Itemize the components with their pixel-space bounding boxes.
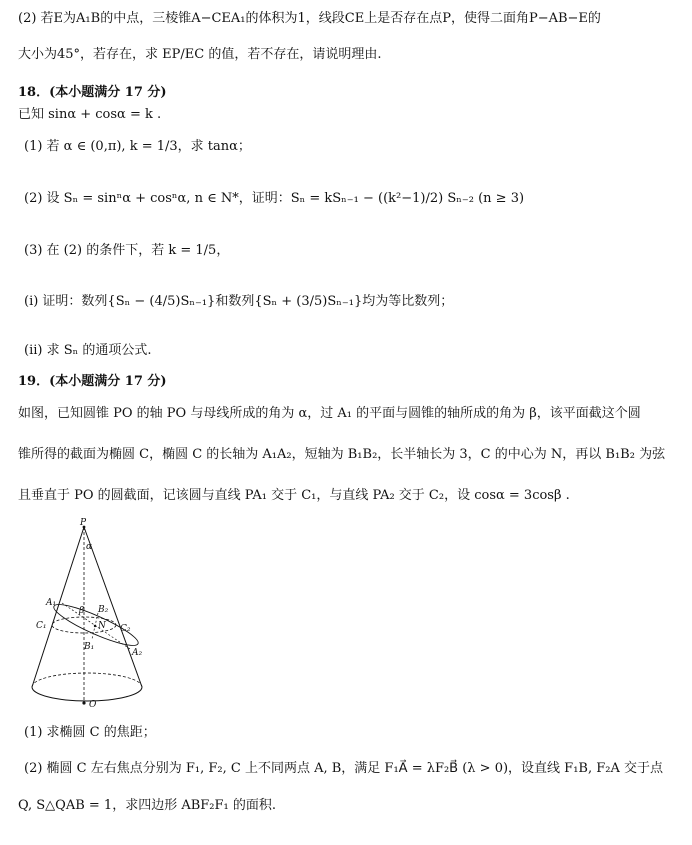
text-line-14: (1) 求椭圆 C 的焦距； [24, 725, 156, 740]
label-p: P [80, 518, 87, 528]
text-line-16: Q, S△QAB = 1，求四边形 ABF₂F₁ 的面积. [18, 798, 277, 813]
label-b1: B₁ [84, 642, 95, 652]
text-line-6: (2) 设 Sₙ = sinⁿα + cosⁿα, n ∈ N*，证明：Sₙ = kSₙ₋₁ − ((k²−1)/2) Sₙ₋₂ (n ≥ 3) [24, 191, 525, 206]
label-c2: C₂ [120, 624, 131, 634]
label-a1: A₁ [46, 598, 57, 608]
problem-19-heading: 19．(本小题满分 17 分) [18, 374, 167, 389]
cone-generatrix-right [84, 527, 142, 687]
text-line-5: (1) 若 α ∈ (0,π), k = 1/3，求 tanα； [24, 139, 251, 154]
base-front [32, 687, 142, 701]
label-alpha: α [86, 542, 93, 552]
text-line-7: (3) 在 (2) 的条件下，若 k = 1/5， [24, 243, 230, 258]
text-line-1: (2) 若E为A₁B的中点，三棱锥A−CEA₁的体积为1，线段CE上是否存在点P，使得二面角P−AB−E的 [18, 11, 601, 26]
label-c1: C₁ [36, 621, 47, 631]
text-line-4: 已知 sinα + cosα = k . [18, 107, 162, 122]
label-o: O [89, 700, 97, 710]
label-n: N [98, 621, 106, 631]
text-line-13: 且垂直于 PO 的圆截面，记该圆与直线 PA₁ 交于 C₁，与直线 PA₂ 交于 C₂，设 cosα = 3cosβ . [18, 488, 570, 503]
text-line-11: 如图，已知圆锥 PO 的轴 PO 与母线所成的角为 α，过 A₁ 的平面与圆锥的轴所成的角为 β，该平面截这个圆 [18, 406, 641, 421]
label-beta: β [79, 606, 85, 616]
text-line-12: 锥所得的截面为椭圆 C，椭圆 C 的长轴为 A₁A₂，短轴为 B₁B₂，长半轴长为 3，C 的中心为 N，再以 B₁B₂ 为弦 [18, 447, 666, 462]
label-a2: A₂ [132, 648, 143, 658]
problem-18-heading: 18．(本小题满分 17 分) [18, 85, 167, 100]
label-b2: B₂ [98, 605, 109, 615]
cone-generatrix-left [32, 527, 84, 687]
cone-figure [24, 515, 164, 715]
point-n [94, 625, 96, 627]
text-line-9: (ⅱ) 求 Sₙ 的通项公式. [24, 343, 152, 358]
text-line-15: (2) 椭圆 C 左右焦点分别为 F₁, F₂, C 上不同两点 A, B，满足 F₁A⃗ = λF₂B⃗ (λ > 0)，设直线 F₁B, F₂A 交于点 [24, 761, 663, 776]
base-back [32, 673, 142, 687]
point-o [82, 701, 85, 704]
text-line-8: (ⅰ) 证明：数列{Sₙ − (4/5)Sₙ₋₁}和数列{Sₙ + (3/5)Sₙ₋₁}均为等比数列； [24, 294, 454, 309]
text-line-2: 大小为45°，若存在，求 EP/EC 的值，若不存在，请说明理由. [18, 47, 382, 62]
